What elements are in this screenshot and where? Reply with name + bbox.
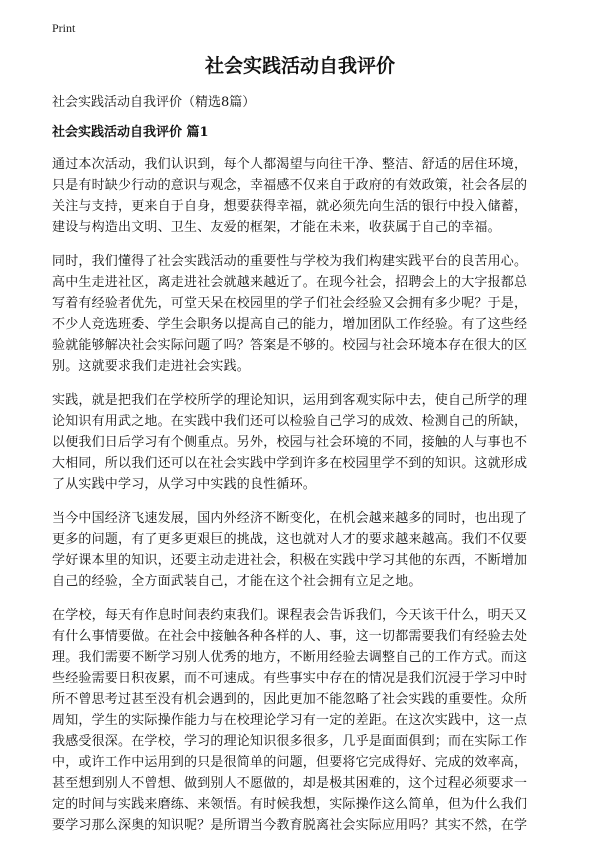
paragraph-line: 了从实践中学习，从学习中实践的良性循环。: [52, 477, 317, 492]
article-body: [52, 154, 552, 849]
paragraph-line: 当今中国经济飞速发展，国内外经济不断变化，在机会越来越多的同时，也出现了: [52, 511, 528, 526]
paragraph-line: 写着有经验者优先，可堂天呆在校园里的学子们社会经验又会拥有多少呢？于是，: [52, 296, 528, 311]
paragraph-line: 在学校，每天有作息时间表约束我们。课程表会告诉我们，今天该干什么，明天又: [52, 608, 528, 623]
page-title: 社会实践活动自我评价: [204, 55, 395, 77]
paragraph-line: 中，或许工作中运用到的只是很简单的问题，但要将它完成得好、完成的效率高，: [52, 755, 528, 770]
paragraph-line: 要学习那么深奥的知识呢？是所谓当今教育脱离社会实际应用吗？其实不然，在学: [52, 818, 528, 833]
paragraph-line: 定的时间与实践来磨练、来领悟。有时候我想，实际操作这么简单，但为什么我们: [52, 797, 528, 812]
paragraph-line: 甚至想到别人不曾想、做到别人不愿做的，却是极其困难的，这个过程必须要求一: [52, 776, 528, 791]
paragraph-5: [52, 605, 552, 836]
paragraph-2: [52, 251, 552, 377]
paragraph-line: 论知识有用武之地。在实践中我们还可以检验自己学习的成效、检测自己的所缺，: [52, 414, 528, 429]
paragraph-line: 自己的经验，全方面武装自己，才能在这个社会拥有立足之地。: [52, 574, 422, 589]
paragraph-line: 我感受很深。在学校，学习的理论知识很多很多，几乎是面面俱到；而在实际工作: [52, 734, 528, 749]
paragraph-line: 不少人竞选班委、学生会职务以提高自己的能力，增加团队工作经验。有了这些经: [52, 317, 528, 332]
paragraph-line: 有什么事情要做。在社会中接触各种各样的人、事，这一切都需要我们有经验去处: [52, 629, 528, 644]
page-subtitle: 社会实践活动自我评价（精选8篇）: [52, 95, 256, 110]
paragraph-line: 大相同，所以我们还可以在社会实践中学到许多在校园里学不到的知识。这就形成: [52, 456, 528, 471]
section-heading: 社会实践活动自我评价 篇1: [52, 125, 209, 140]
paragraph-line: 学好课本里的知识，还要主动走进社会，积极在实践中学习其他的东西，不断增加: [52, 553, 528, 568]
paragraph-3: [52, 390, 552, 495]
paragraph-4: [52, 508, 552, 592]
paragraph-line: 些经验需要日积夜累，而不可速成。有些事实中存在的情况是我们沉浸于学习中时: [52, 671, 528, 686]
paragraph-line: 只是有时缺少行动的意识与观念，幸福感不仅来自于政府的有效政策，社会各层的: [52, 178, 528, 193]
paragraph-line: 同时，我们懂得了社会实践活动的重要性与学校为我们构建实践平台的良苦用心。: [52, 254, 528, 269]
paragraph-line: 建设与构造出文明、卫生、友爱的框架，才能在未来，收获属于自己的幸福。: [52, 220, 501, 235]
print-link[interactable]: Print: [52, 21, 76, 35]
paragraph-1: [52, 154, 552, 238]
paragraph-line: 理。我们需要不断学习别人优秀的地方，不断用经验去调整自己的工作方式。而这: [52, 650, 528, 665]
paragraph-line: 高中生走进社区，离走进社会就越来越近了。在现今社会，招聘会上的大字报都总: [52, 275, 528, 290]
paragraph-line: 验就能够解决社会实际问题了吗？答案是不够的。校园与社会环境本存在很大的区: [52, 338, 528, 353]
paragraph-line: 别。这就要求我们走进社会实践。: [52, 359, 251, 374]
paragraph-line: 所不曾思考过甚至没有机会遇到的，因此更加不能忽略了社会实践的重要性。众所: [52, 692, 528, 707]
paragraph-line: 实践，就是把我们在学校所学的理论知识，运用到客观实际中去，使自己所学的理: [52, 393, 528, 408]
paragraph-line: 关注与支持，更来自于自身，想要获得幸福，就必须先向生活的银行中投入储蓄，: [52, 199, 528, 214]
paragraph-line: 以便我们日后学习有个侧重点。另外，校园与社会环境的不同，接触的人与事也不: [52, 435, 528, 450]
paragraph-line: 周知，学生的实际操作能力与在校理论学习有一定的差距。在这次实践中，这一点: [52, 713, 528, 728]
paragraph-line: 通过本次活动，我们认识到，每个人都渴望与向往干净、整洁、舒适的居住环境，: [52, 157, 528, 172]
paragraph-line: 更多的问题，有了更多更艰巨的挑战，这也就对人才的要求越来越高。我们不仅要: [52, 532, 528, 547]
